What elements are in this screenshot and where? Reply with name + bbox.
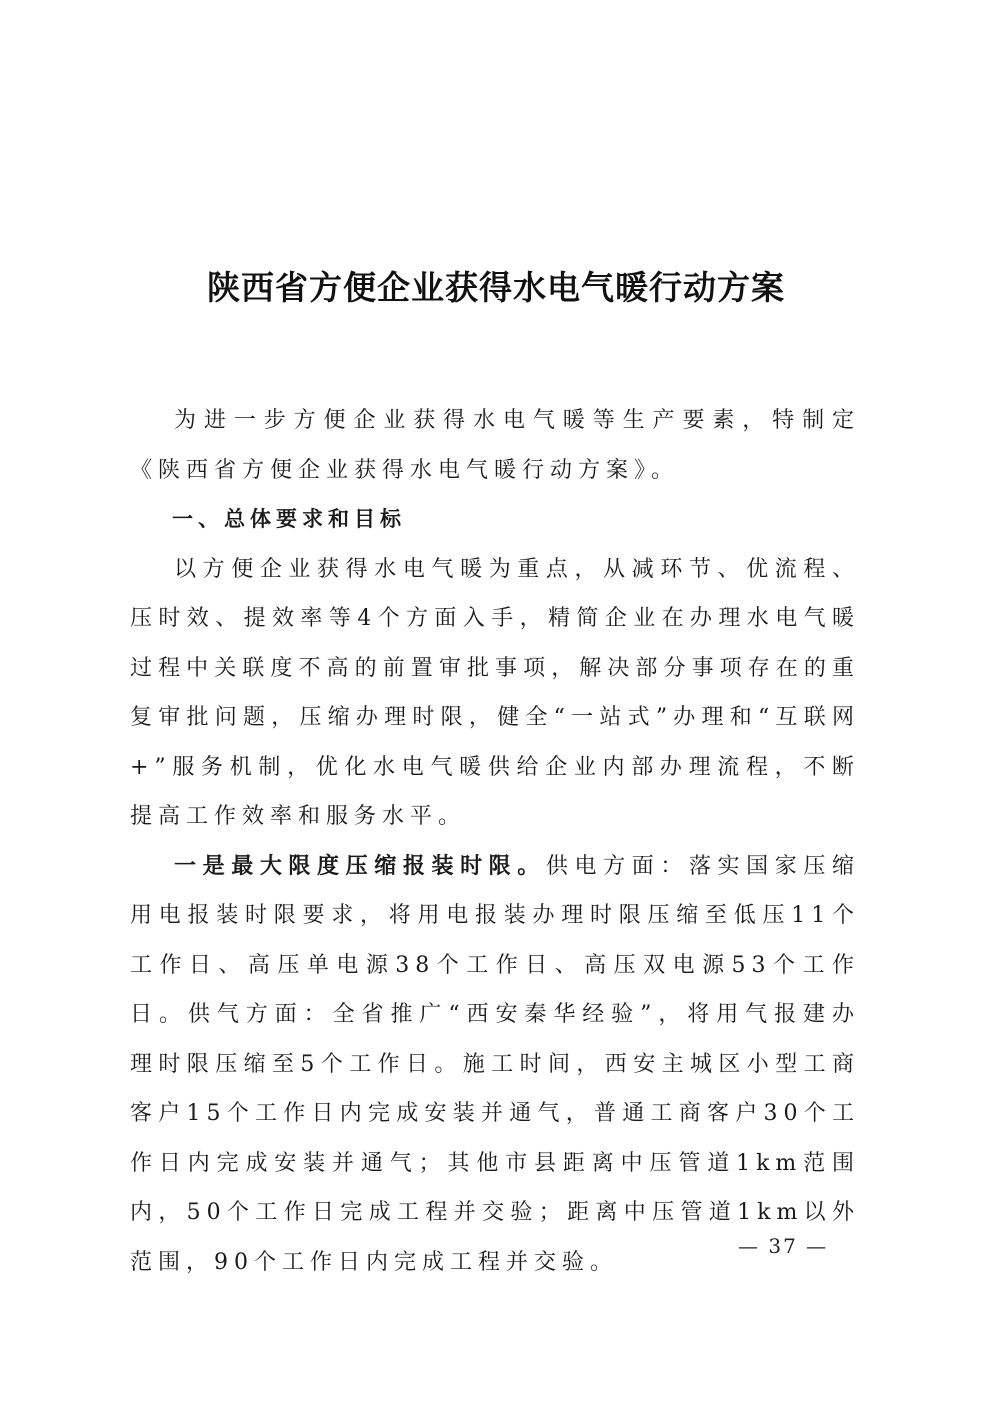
- document-body: [130, 396, 860, 1287]
- document-title: 陕西省方便企业获得水电气暖行动方案: [207, 268, 785, 307]
- page-number: — 37 —: [738, 1234, 829, 1258]
- section-body-paragraph: 以方便企业获得水电气暖为重点，从减环节、优流程、压时效、提效率等4个方面入手，精简企业在办理水电气暖过程中关联度不高的前置审批事项，解决部分事项存在的重复审批问题，压缩办理时限，健全“一站式”办理和“互联网+”服务机制，优化水电气暖供给企业内部办理流程，不断提高工作效率和服务水平。: [130, 556, 860, 829]
- intro-paragraph: 为进一步方便企业获得水电气暖等生产要素，特制定《陕西省方便企业获得水电气暖行动方案》。: [130, 408, 860, 483]
- item-lead-text: 一是最大限度压缩报装时限。: [174, 852, 546, 879]
- section-heading-overall-requirements: 一、总体要求和目标: [172, 507, 406, 531]
- item-body-text: 供电方面：落实国家压缩用电报装时限要求，将用电报装办理时限压缩至低压11个工作日、高压单电源38个工作日、高压双电源53个工作日。供气方面：全省推广“西安秦华经验”，将用气报建办理时限压缩至5个工作日。施工时间，西安主城区小型工商客户15个工作日内完成安装并通气，普通工商客户30个工作日内完成安装并通气；其他市县距离中压管道1km范围内，50个工作日完成工程并交验；距离中压管道1km以外范围，90个工作日内完成工程并交验。: [130, 853, 860, 1275]
- item-paragraph-1: [130, 842, 860, 1288]
